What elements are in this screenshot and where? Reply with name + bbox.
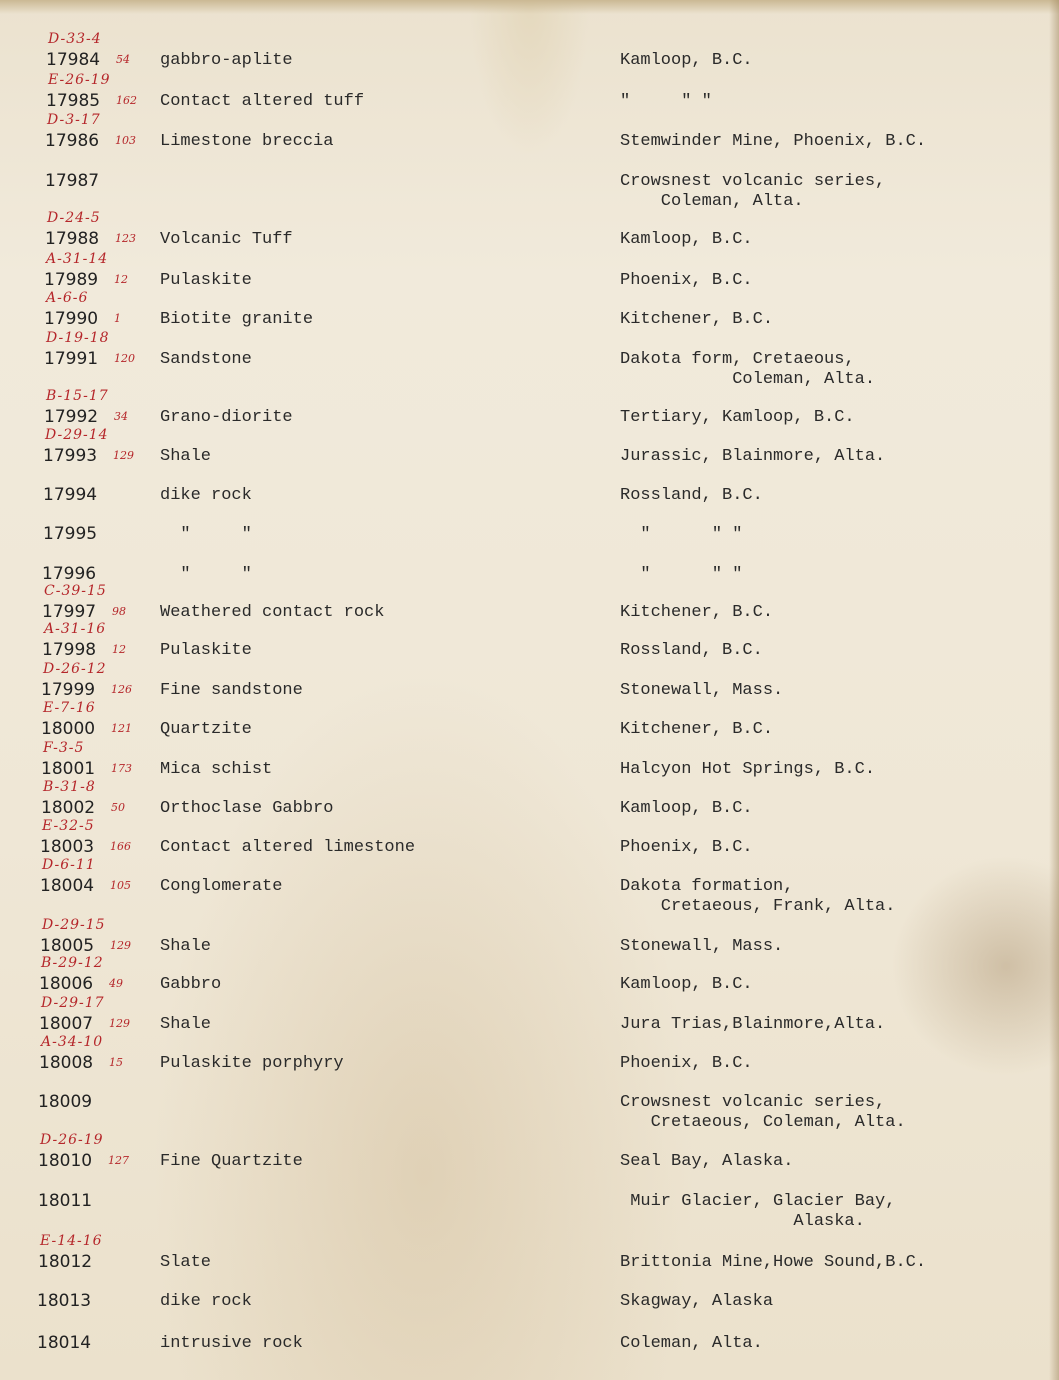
specimen-row bbox=[0, 505, 1059, 545]
specimen-row bbox=[0, 1272, 1059, 1312]
specimen-row bbox=[0, 857, 1059, 916]
rock-type: Fine sandstone bbox=[160, 681, 303, 700]
specimen-row bbox=[0, 466, 1059, 506]
specimen-number: 18000 bbox=[41, 719, 96, 739]
tray-number: 12 bbox=[112, 643, 126, 656]
tray-number: 162 bbox=[116, 94, 137, 107]
specimen-row bbox=[0, 290, 1059, 330]
locality: Stemwinder Mine, Phoenix, B.C. bbox=[620, 132, 927, 151]
specimen-number: 17993 bbox=[43, 446, 98, 466]
specimen-row bbox=[0, 583, 1059, 623]
rock-type: Volcanic Tuff bbox=[160, 230, 293, 249]
specimen-row bbox=[0, 545, 1059, 585]
specimen-row bbox=[0, 955, 1059, 995]
specimen-number: 17990 bbox=[44, 309, 99, 329]
specimen-number: 17985 bbox=[46, 91, 101, 111]
rock-type: Slate bbox=[160, 1253, 212, 1272]
specimen-row bbox=[0, 251, 1059, 291]
specimen-number: 18013 bbox=[37, 1291, 92, 1311]
specimen-number: 18012 bbox=[38, 1252, 93, 1272]
locality: Dakota form, Cretaeous, Coleman, Alta. bbox=[620, 350, 876, 389]
specimen-row bbox=[0, 700, 1059, 740]
drawer-annotation: A-31-14 bbox=[46, 251, 109, 267]
specimen-row bbox=[0, 917, 1059, 957]
rock-type: Pulaskite bbox=[160, 641, 252, 660]
tray-number: 105 bbox=[110, 879, 131, 892]
rock-type: gabbro-aplite bbox=[160, 51, 293, 70]
specimen-row bbox=[0, 779, 1059, 819]
locality: Tertiary, Kamloop, B.C. bbox=[620, 408, 855, 427]
rock-type: " " bbox=[160, 565, 252, 584]
specimen-number: 18014 bbox=[37, 1333, 92, 1353]
rock-type: Weathered contact rock bbox=[160, 603, 385, 622]
specimen-row bbox=[0, 427, 1059, 467]
specimen-number: 18004 bbox=[40, 876, 95, 896]
tray-number: 121 bbox=[111, 722, 132, 735]
locality: Jura Trias,Blainmore,Alta. bbox=[620, 1015, 886, 1034]
tray-number: 12 bbox=[114, 273, 128, 286]
specimen-number: 18002 bbox=[41, 798, 96, 818]
rock-type: Gabbro bbox=[160, 975, 222, 994]
rock-type: Shale bbox=[160, 447, 212, 466]
specimen-number: 18010 bbox=[38, 1151, 93, 1171]
locality: Coleman, Alta. bbox=[620, 1334, 763, 1353]
specimen-number: 18009 bbox=[38, 1092, 93, 1112]
rock-type: Sandstone bbox=[160, 350, 252, 369]
locality: Kamloop, B.C. bbox=[620, 51, 753, 70]
locality: Kamloop, B.C. bbox=[620, 799, 753, 818]
specimen-number: 18006 bbox=[39, 974, 94, 994]
specimen-number: 17996 bbox=[42, 564, 97, 584]
rock-type: dike rock bbox=[160, 486, 252, 505]
locality: Skagway, Alaska bbox=[620, 1292, 774, 1311]
drawer-annotation: A-31-16 bbox=[44, 621, 107, 637]
tray-number: 127 bbox=[108, 1154, 129, 1167]
rock-type: Pulaskite porphyry bbox=[160, 1054, 344, 1073]
rock-type: Limestone breccia bbox=[160, 132, 334, 151]
locality: " " " bbox=[620, 565, 743, 584]
specimen-row bbox=[0, 210, 1059, 250]
drawer-annotation: E-32-5 bbox=[42, 818, 95, 834]
tray-number: 129 bbox=[113, 449, 134, 462]
drawer-annotation: E-7-16 bbox=[43, 700, 96, 716]
specimen-number: 17987 bbox=[45, 171, 100, 191]
locality: Phoenix, B.C. bbox=[620, 271, 753, 290]
locality: Kamloop, B.C. bbox=[620, 230, 753, 249]
rock-type: Grano-diorite bbox=[160, 408, 293, 427]
specimen-row bbox=[0, 72, 1059, 112]
drawer-annotation: D-33-4 bbox=[48, 31, 102, 47]
locality: Rossland, B.C. bbox=[620, 486, 763, 505]
tray-number: 15 bbox=[109, 1056, 123, 1069]
drawer-annotation: A-34-10 bbox=[41, 1034, 104, 1050]
locality: Muir Glacier, Glacier Bay, Alaska. bbox=[630, 1192, 896, 1231]
drawer-annotation: A-6-6 bbox=[46, 290, 89, 306]
specimen-row bbox=[0, 388, 1059, 428]
specimen-row bbox=[0, 740, 1059, 780]
tray-number: 103 bbox=[115, 134, 136, 147]
specimen-number: 18007 bbox=[39, 1014, 94, 1034]
specimen-number: 17997 bbox=[42, 602, 97, 622]
drawer-annotation: F-3-5 bbox=[43, 740, 85, 756]
locality: Phoenix, B.C. bbox=[620, 838, 753, 857]
drawer-annotation: B-29-12 bbox=[41, 955, 104, 971]
locality: Kamloop, B.C. bbox=[620, 975, 753, 994]
specimen-row bbox=[0, 152, 1059, 211]
rock-type: Contact altered limestone bbox=[160, 838, 416, 857]
specimen-number: 17986 bbox=[45, 131, 100, 151]
rock-type: dike rock bbox=[160, 1292, 252, 1311]
drawer-annotation: E-26-19 bbox=[48, 72, 111, 88]
specimen-row bbox=[0, 1233, 1059, 1273]
tray-number: 123 bbox=[115, 232, 136, 245]
tray-number: 120 bbox=[114, 352, 135, 365]
torn-top-edge bbox=[0, 0, 1059, 14]
tray-number: 49 bbox=[109, 977, 123, 990]
rock-type: " " bbox=[160, 525, 252, 544]
locality: Kitchener, B.C. bbox=[620, 603, 774, 622]
specimen-row bbox=[0, 1034, 1059, 1074]
specimen-number: 17988 bbox=[45, 229, 100, 249]
tray-number: 129 bbox=[110, 939, 131, 952]
drawer-annotation: D-6-11 bbox=[42, 857, 96, 873]
specimen-row bbox=[0, 1132, 1059, 1172]
specimen-row bbox=[0, 112, 1059, 152]
specimen-number: 18001 bbox=[41, 759, 96, 779]
drawer-annotation: D-3-17 bbox=[47, 112, 101, 128]
specimen-row bbox=[0, 818, 1059, 858]
rock-type: Orthoclase Gabbro bbox=[160, 799, 334, 818]
rock-type: Shale bbox=[160, 937, 212, 956]
tray-number: 129 bbox=[109, 1017, 130, 1030]
locality: Phoenix, B.C. bbox=[620, 1054, 753, 1073]
tray-number: 98 bbox=[112, 605, 126, 618]
specimen-number: 17992 bbox=[44, 407, 99, 427]
locality: " " " bbox=[620, 525, 743, 544]
drawer-annotation: D-29-17 bbox=[41, 995, 105, 1011]
locality: Crowsnest volcanic series, Coleman, Alta. bbox=[620, 172, 886, 211]
specimen-row bbox=[0, 330, 1059, 389]
rock-type: Fine Quartzite bbox=[160, 1152, 303, 1171]
specimen-number: 17999 bbox=[41, 680, 96, 700]
specimen-row bbox=[0, 1314, 1059, 1354]
specimen-row bbox=[0, 661, 1059, 701]
rock-type: intrusive rock bbox=[160, 1334, 303, 1353]
locality: Kitchener, B.C. bbox=[620, 310, 774, 329]
drawer-annotation: E-14-16 bbox=[40, 1233, 103, 1249]
drawer-annotation: C-39-15 bbox=[44, 583, 107, 599]
tray-number: 166 bbox=[110, 840, 131, 853]
tray-number: 173 bbox=[111, 762, 132, 775]
drawer-annotation: D-29-15 bbox=[42, 917, 106, 933]
locality: Jurassic, Blainmore, Alta. bbox=[620, 447, 886, 466]
specimen-number: 18003 bbox=[40, 837, 95, 857]
rock-type: Mica schist bbox=[160, 760, 273, 779]
tray-number: 54 bbox=[116, 53, 130, 66]
specimen-row bbox=[0, 621, 1059, 661]
specimen-number: 17991 bbox=[44, 349, 99, 369]
specimen-number: 18005 bbox=[40, 936, 95, 956]
specimen-number: 18011 bbox=[38, 1191, 93, 1211]
specimen-row bbox=[0, 31, 1059, 71]
locality: Crowsnest volcanic series, Cretaeous, Coleman, Alta. bbox=[620, 1093, 906, 1132]
specimen-number: 18008 bbox=[39, 1053, 94, 1073]
locality: Rossland, B.C. bbox=[620, 641, 763, 660]
rock-type: Quartzite bbox=[160, 720, 252, 739]
tray-number: 1 bbox=[114, 312, 121, 325]
locality: Brittonia Mine,Howe Sound,B.C. bbox=[620, 1253, 927, 1272]
specimen-row bbox=[0, 995, 1059, 1035]
specimen-row bbox=[0, 1073, 1059, 1132]
specimen-number: 17989 bbox=[44, 270, 99, 290]
locality: Stonewall, Mass. bbox=[620, 937, 784, 956]
drawer-annotation: B-31-8 bbox=[43, 779, 96, 795]
rock-type: Contact altered tuff bbox=[160, 92, 365, 111]
drawer-annotation: D-24-5 bbox=[47, 210, 101, 226]
specimen-row bbox=[0, 1172, 1059, 1231]
specimen-number: 17998 bbox=[42, 640, 97, 660]
locality: Kitchener, B.C. bbox=[620, 720, 774, 739]
drawer-annotation: B-15-17 bbox=[46, 388, 109, 404]
tray-number: 34 bbox=[114, 410, 128, 423]
specimen-number: 17994 bbox=[43, 485, 98, 505]
locality: Halcyon Hot Springs, B.C. bbox=[620, 760, 876, 779]
rock-type: Conglomerate bbox=[160, 877, 283, 896]
locality: Dakota formation, Cretaeous, Frank, Alta. bbox=[620, 877, 896, 916]
rock-type: Pulaskite bbox=[160, 271, 252, 290]
rock-type: Biotite granite bbox=[160, 310, 314, 329]
tray-number: 126 bbox=[111, 683, 132, 696]
locality: Stonewall, Mass. bbox=[620, 681, 784, 700]
drawer-annotation: D-26-12 bbox=[43, 661, 107, 677]
tray-number: 50 bbox=[111, 801, 125, 814]
locality: " " " bbox=[620, 92, 712, 111]
drawer-annotation: D-19-18 bbox=[46, 330, 110, 346]
drawer-annotation: D-29-14 bbox=[45, 427, 109, 443]
rock-type: Shale bbox=[160, 1015, 212, 1034]
locality: Seal Bay, Alaska. bbox=[620, 1152, 794, 1171]
specimen-number: 17984 bbox=[46, 50, 101, 70]
specimen-number: 17995 bbox=[43, 524, 98, 544]
drawer-annotation: D-26-19 bbox=[40, 1132, 104, 1148]
